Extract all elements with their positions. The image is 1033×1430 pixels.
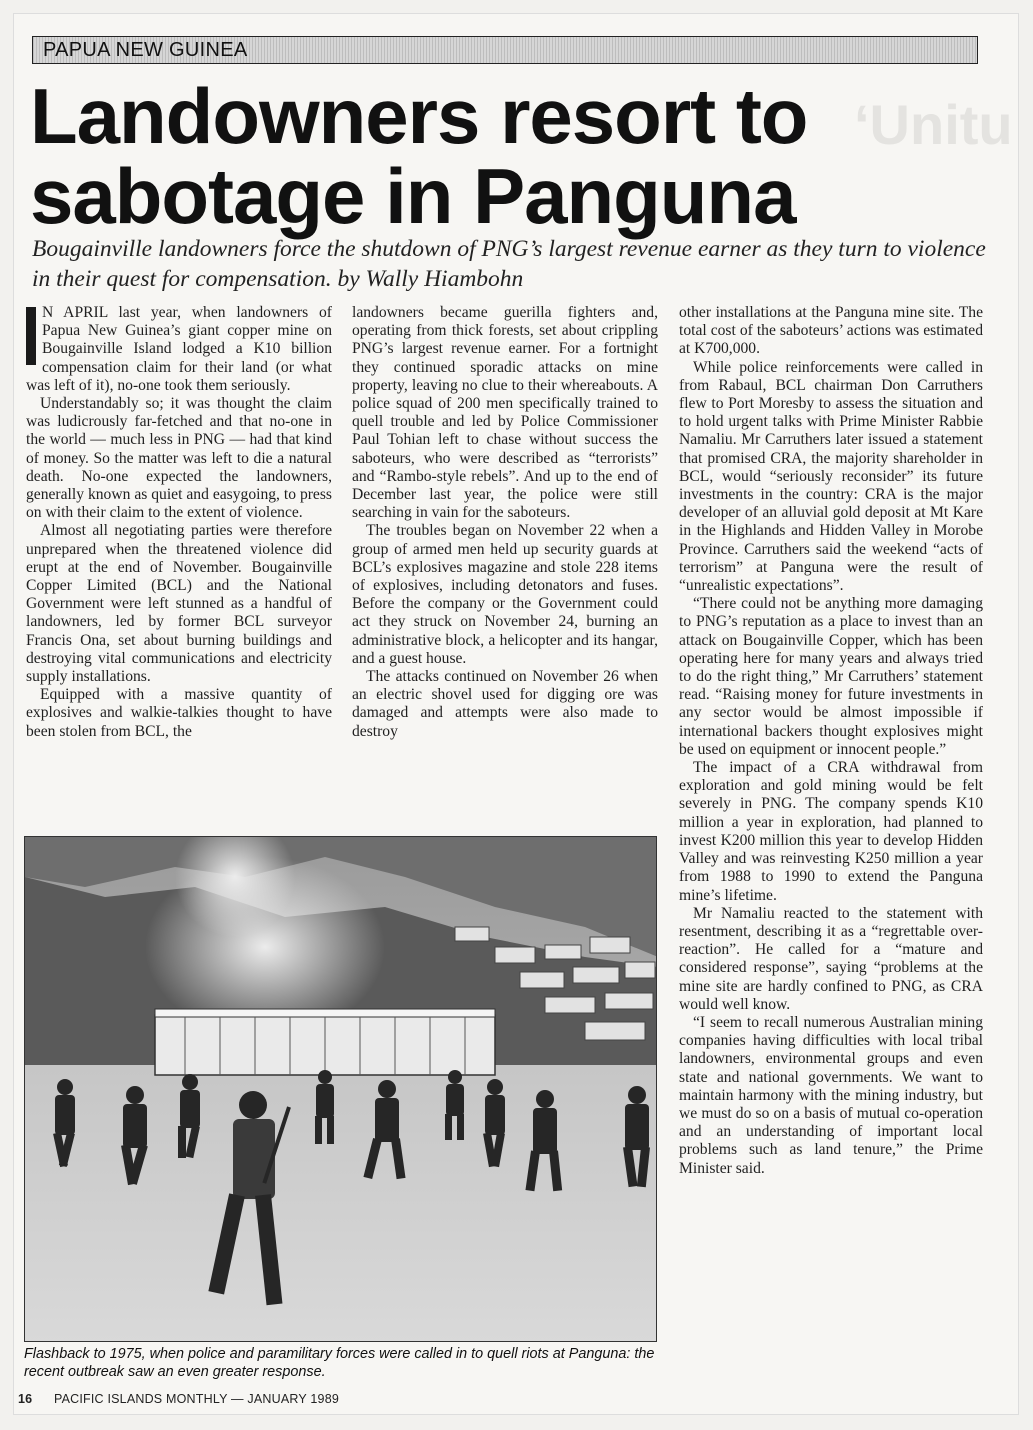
paragraph: The impact of a CRA withdrawal from exploration and gold mining would be felt severely in PNG. The company spends K10 million a year in exploration, had planned to invest K200 million this year to develop Hidden Valley and was reinvesting K250 million a year from 1988 to 1990 to extend the Panguna mine’s lifetime. xyxy=(679,759,983,904)
paragraph: While police reinforcements were called in from Rabaul, BCL chairman Don Carruthers flew to Port Moresby to assess the situation and to hold urgent talks with Prime Minister Rabbie Namaliu. Mr Carruthers later issued a statement that promised CRA, the majority shareholder in BCL, would “seriously reconsider” its future investments in the country: CRA is the major developer of an alluvial gold deposit at Mt Kare in the Highlands and Hidden Valley in Morobe Province. Carruthers said the weekend “acts of terrorism” at Panguna were the result of “unrealistic expectations”. xyxy=(679,358,983,595)
paragraph: Almost all negotiating parties were therefore unprepared when the threatened violence did erupt at the end of November. Bougainville Copper Limited (BCL) and the National Government were left stunned as a handful of landowners, led by former BCL surveyor Francis Ona, set about burning buildings and destroying vital communications and electricity supply installations. xyxy=(26,522,332,686)
drop-cap-i xyxy=(26,307,36,365)
page-number: 16 xyxy=(18,1392,33,1406)
section-label: PAPUA NEW GUINEA xyxy=(43,39,248,61)
paragraph: landowners became guerilla fighters and, operating from thick forests, set about crippling PNG’s largest revenue earner. For a fortnight they continued sporadic attacks on mine property, leaving no clue to their whereabouts. A police squad of 200 men specifically trained to quell trouble and led by Police Commissioner Paul Tohian left to chase without success the saboteurs, who were described as “terrorists” and “Rambo-style rebels”. And up to the end of December last year, the police were still searching in vain for the saboteurs. xyxy=(352,304,658,522)
standfirst: Bougainville landowners force the shutdown of PNG’s largest revenue earner as they turn to violence in their quest for compensation. by Wally Hiambohn xyxy=(32,236,986,292)
paragraph: Mr Namaliu reacted to the statement with resentment, describing it as a “regrettable over-reaction”. He called for a “mature and considered response”, saying “problems at the mine site are hardly confined to PNG, as CRA would well know. xyxy=(679,904,983,1013)
photo-caption: Flashback to 1975, when police and paramilitary forces were called in to quell riots at Panguna: the recent outbreak saw an even greater response. xyxy=(24,1346,655,1380)
riot-photo-illustration xyxy=(25,837,657,1342)
paragraph: The troubles began on November 22 when a group of armed men held up security guards at BCL’s explosives magazine and stole 228 items of explosives, including detonators and fuses. Before the company or the Government could act they struck on November 24, burning an administrative block, a helicopter and its hangar, and a guest house. xyxy=(352,522,658,667)
headline-line-1: Landowners resort to xyxy=(30,72,808,160)
paragraph: Understandably so; it was thought the claim was ludicrously far-fetched and that no-one in the world — much less in PNG — had that kind of money. So the matter was left to die a natural death. No-one expected the landowners, generally known as quiet and easygoing, to press on with their claim to the extent of violence. xyxy=(26,395,332,522)
paragraph: Equipped with a massive quantity of explosives and walkie-talkies thought to have been stolen from BCL, the xyxy=(26,686,332,740)
article-column-2 xyxy=(352,304,658,741)
bleed-through-text: ‘Unitu xyxy=(854,93,1013,156)
section-banner xyxy=(32,36,978,64)
headline xyxy=(30,72,990,240)
ground xyxy=(25,1065,657,1342)
riot-photo xyxy=(24,836,657,1342)
article-column-1 xyxy=(26,304,332,741)
paragraph: other installations at the Panguna mine site. The total cost of the saboteurs’ actions was estimated at K700,000. xyxy=(679,304,983,358)
paragraph: N APRIL last year, when landowners of Papua New Guinea’s giant copper mine on Bougainville Island lodged a K10 billion compensation claim for their land (or what was left of it), no-one took them seriously. xyxy=(26,304,332,394)
magazine-page xyxy=(14,14,1018,1414)
page-footer xyxy=(18,1392,339,1406)
paragraph: “I seem to recall numerous Australian mining companies having difficulties with local tribal landowners, environmental groups and even state and national governments. We want to maintain harmony with the mining industry, but we must do so on a basis of mutual co-operation and an understanding of important local problems such as land tenure,” the Prime Minister said. xyxy=(679,1013,983,1177)
burning-building xyxy=(155,1009,495,1075)
publication-line: PACIFIC ISLANDS MONTHLY — JANUARY 1989 xyxy=(54,1392,339,1406)
paragraph: The attacks continued on November 26 when an electric shovel used for digging ore was damaged and attempts were also made to destroy xyxy=(352,668,658,740)
headline-line-2: sabotage in Panguna xyxy=(30,152,796,240)
article-column-3 xyxy=(679,304,983,1178)
paragraph: “There could not be anything more damaging to PNG’s reputation as a place to invest than an attack on Bougainville Copper, which has been operating here for many years and always tried to do the right thing,” Mr Carruthers’ statement read. “Raising money for future investments in any sector would be almost impossible if international backers thought explosives might be used on equipment or innocent people.” xyxy=(679,595,983,758)
